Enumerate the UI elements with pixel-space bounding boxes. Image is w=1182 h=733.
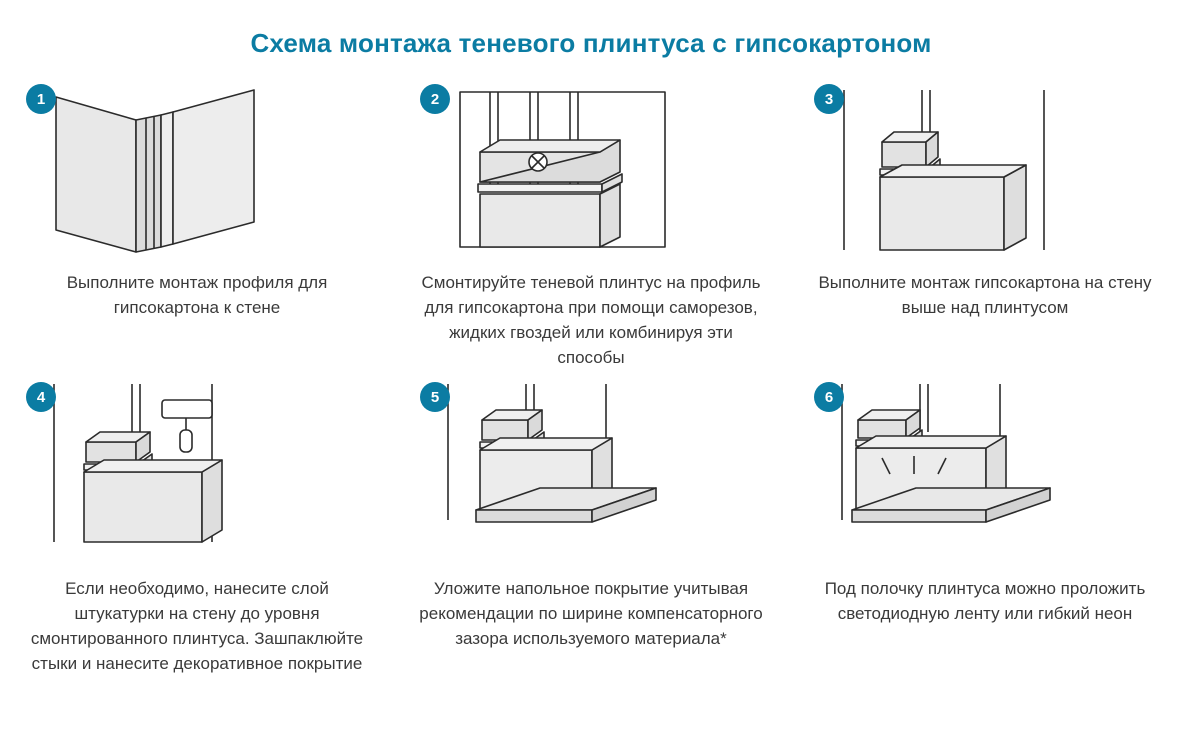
steps-grid xyxy=(0,72,1182,676)
step-badge-2: 2 xyxy=(420,84,450,114)
step-card-5 xyxy=(394,370,788,676)
page-title: Схема монтажа теневого плинтуса с гипсокартоном xyxy=(250,28,932,58)
step-card-2 xyxy=(394,72,788,370)
step-illustration-5 xyxy=(420,370,770,558)
step-caption-3: Выполните монтаж гипсокартона на стену выше над плинтусом xyxy=(818,273,1152,317)
step-badge-4: 4 xyxy=(26,382,56,412)
step-illustration-3 xyxy=(814,72,1164,262)
step-illustration-4 xyxy=(26,370,376,558)
step-caption-1: Выполните монтаж профиля для гипсокартона к стене xyxy=(66,273,328,317)
step-card-3 xyxy=(788,72,1182,370)
step-illustration-1 xyxy=(26,72,376,262)
step-illustration-6 xyxy=(814,370,1164,558)
step-badge-1: 1 xyxy=(26,84,56,114)
step-card-6 xyxy=(788,370,1182,676)
step-badge-3: 3 xyxy=(814,84,844,114)
step-illustration-2 xyxy=(420,72,770,262)
step-badge-5: 5 xyxy=(420,382,450,412)
step-caption-2: Смонтируйте теневой плинтус на профиль для гипсокартона при помощи саморезов, жидких гвоздей или комбинируя эти способы xyxy=(421,273,761,367)
step-caption-5: Уложите напольное покрытие учитывая рекомендации по ширине компенсаторного зазора используемого материала* xyxy=(419,579,763,648)
step-card-1 xyxy=(0,72,394,370)
step-caption-4: Если необходимо, нанесите слой штукатурки на стену до уровня смонтированного плинтуса. Зашпаклюйте стыки и нанесите декоративное покрытие xyxy=(30,579,364,673)
step-card-4 xyxy=(0,370,394,676)
step-badge-6: 6 xyxy=(814,382,844,412)
step-caption-6: Под полочку плинтуса можно проложить светодиодную ленту или гибкий неон xyxy=(824,579,1146,623)
